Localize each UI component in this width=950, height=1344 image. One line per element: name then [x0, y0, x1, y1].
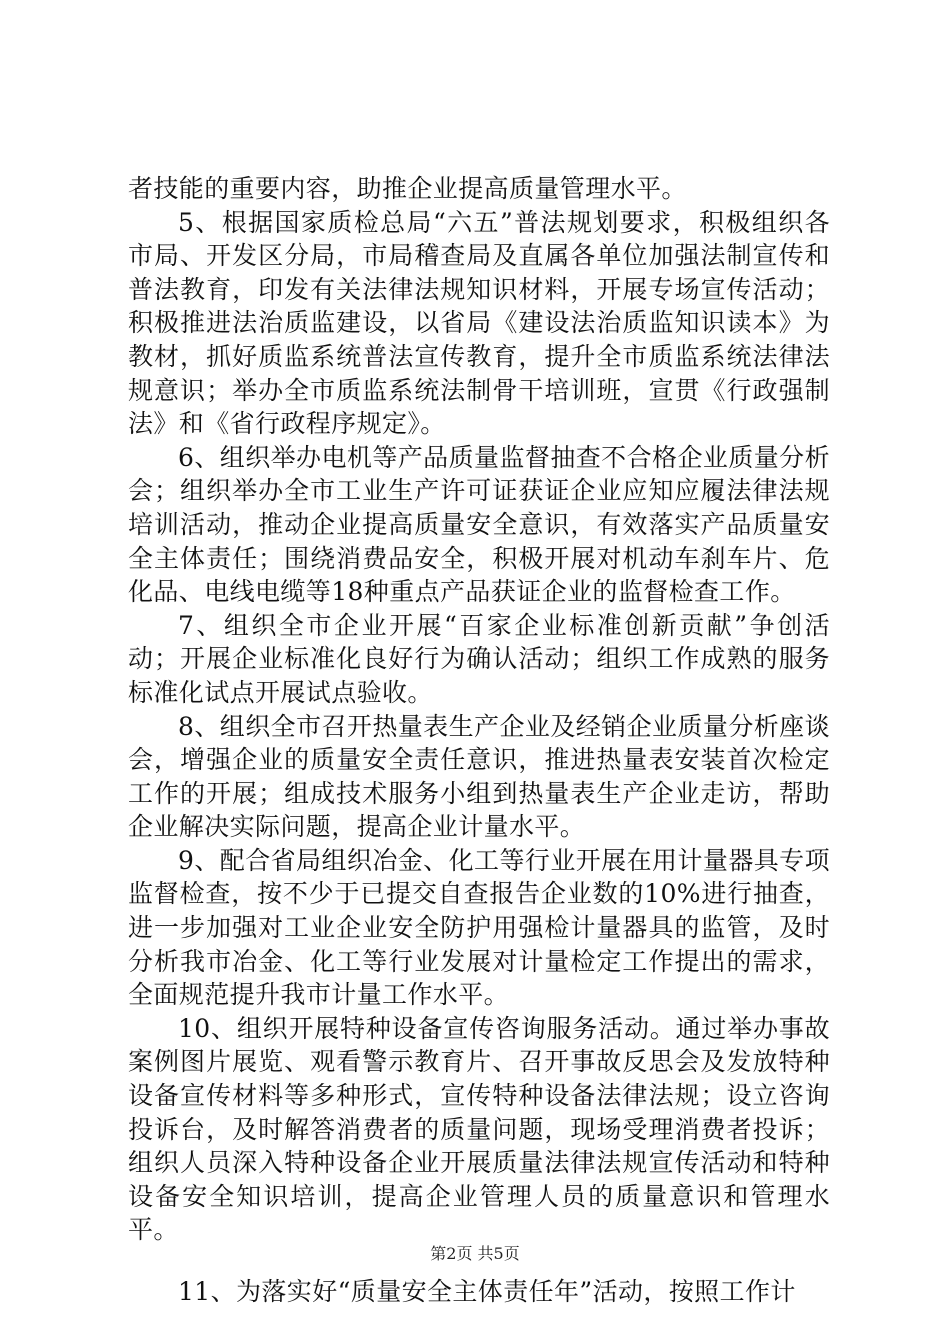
paragraph-continuation: 者技能的重要内容，助推企业提高质量管理水平。 — [128, 174, 687, 203]
paragraph-item-11: 11、为落实好“质量安全主体责任年”活动，按照工作计 — [178, 1277, 796, 1306]
page-number-footer: 第2页 共5页 — [430, 1244, 520, 1263]
paragraph-item-10: 10、组织开展特种设备宣传咨询服务活动。通过举办事故案例图片展览、观看警示教育片、召开事故反思会及发放特种设备宣传材料等多种形式，宣传特种设备法律法规；设立咨询投诉台，及时解答消费者的质量问题，现场受理消费者投诉；组织人员深入特种设备企业开展质量法律法规宣传活动和特种设备安全知识培训，提高企业管理人员的质量意识和管理水平。 — [128, 1013, 830, 1245]
paragraph-item-8: 8、组织全市召开热量表生产企业及经销企业质量分析座谈会，增强企业的质量安全责任意识，推进热量表安装首次检定工作的开展；组成技术服务小组到热量表生产企业走访，帮助企业解决实际问题，提高企业计量水平。 — [128, 711, 830, 842]
paragraph-item-5: 5、根据国家质检总局“六五”普法规划要求，积极组织各市局、开发区分局，市局稽查局及直属各单位加强法制宣传和普法教育，印发有关法律法规知识材料，开展专场宣传活动；积极推进法治质监建设，以省局《建设法治质监知识读本》为教材，抓好质监系统普法宣传教育，提升全市质监系统法律法规意识；举办全市质监系统法制骨干培训班，宣贯《行政强制法》和《省行政程序规定》。 — [128, 207, 830, 439]
document-body — [128, 172, 830, 1309]
paragraph-item-7: 7、组织全市企业开展“百家企业标准创新贡献”争创活动；开展企业标准化良好行为确认活动；组织工作成熟的服务标准化试点开展试点验收。 — [128, 610, 830, 707]
paragraph-item-6: 6、组织举办电机等产品质量监督抽查不合格企业质量分析会；组织举办全市工业生产许可证获证企业应知应履法律法规培训活动，推动企业提高质量安全意识，有效落实产品质量安全主体责任；围绕消费品安全，积极开展对机动车刹车片、危化品、电线电缆等18种重点产品获证企业的监督检查工作。 — [128, 442, 830, 607]
paragraph-item-9: 9、配合省局组织冶金、化工等行业开展在用计量器具专项监督检查，按不少于已提交自查报告企业数的10%进行抽查，进一步加强对工业企业安全防护用强检计量器具的监管，及时分析我市冶金、化工等行业发展对计量检定工作提出的需求，全面规范提升我市计量工作水平。 — [128, 845, 830, 1010]
